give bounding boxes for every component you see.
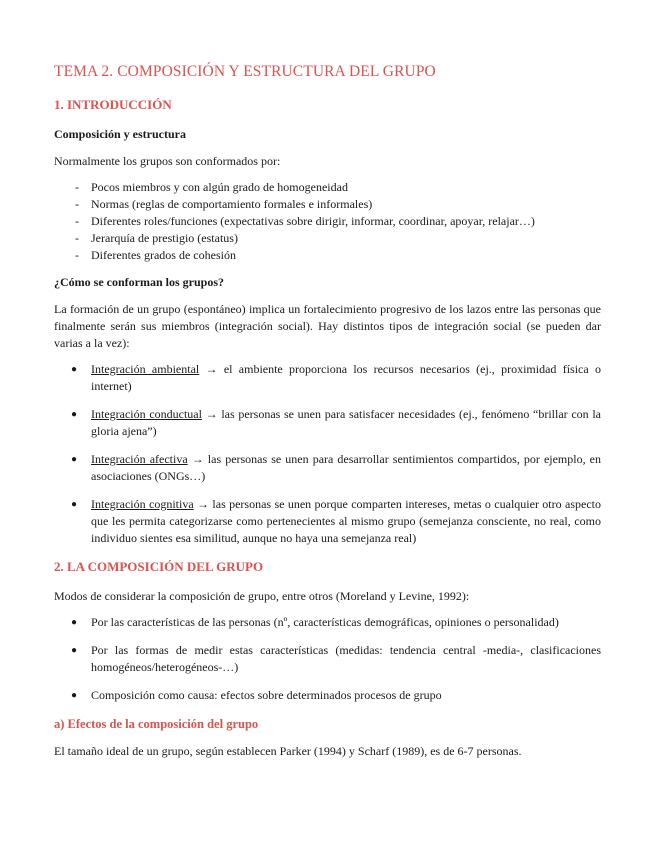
modes-paragraph: Modos de considerar la composición de grupo, entre otros (Moreland y Levine, 1992): <box>54 589 470 603</box>
list-item: ● Integración cognitiva → las personas se unen porque comparten intereses, metas o cualquier otro aspecto que les permita categorizarse como pertenecientes al mismo grupo (semejanza consciente, no real, como individuo sientes esa similitud, aunque no haya una semejanza real) <box>71 497 601 545</box>
section-heading-introduccion: 1. INTRODUCCIÓN <box>54 97 172 112</box>
subheading-efectos: a) Efectos de la composición del grupo <box>54 717 259 731</box>
list-item: - Diferentes grados de cohesión <box>75 248 236 262</box>
subheading-composicion: Composición y estructura <box>54 127 186 141</box>
list-item: ● Por las formas de medir estas características (medidas: tendencia central -media-, clasificaciones homogéneos/heterogéneos-…) <box>71 643 601 674</box>
page-title: TEMA 2. COMPOSICIÓN Y ESTRUCTURA DEL GRUPO <box>54 63 436 80</box>
list-item: - Pocos miembros y con algún grado de homogeneidad <box>75 180 348 194</box>
section-heading-composicion: 2. LA COMPOSICIÓN DEL GRUPO <box>54 559 264 574</box>
list-item: ● Por las características de las personas (nº, características demográficas, opiniones o personalidad) <box>71 615 559 629</box>
question-heading: ¿Cómo se conforman los grupos? <box>54 275 224 289</box>
list-item: - Diferentes roles/funciones (expectativas sobre dirigir, informar, coordinar, apoyar, relajar…) <box>75 214 535 228</box>
list-item: - Normas (reglas de comportamiento formales e informales) <box>75 197 373 211</box>
modes-bullet-list <box>54 614 601 704</box>
list-item: - Jerarquía de prestigio (estatus) <box>75 231 238 245</box>
dash-list <box>54 179 601 264</box>
term-afectiva: Integración afectiva <box>91 452 188 466</box>
size-paragraph: El tamaño ideal de un grupo, según establecen Parker (1994) y Scharf (1989), es de 6-7 personas. <box>54 744 522 758</box>
term-cognitiva: Integración cognitiva <box>91 497 194 511</box>
document-page <box>54 62 601 769</box>
list-item: ● Integración afectiva → las personas se unen para desarrollar sentimientos compartidos, por ejemplo, en asociaciones (ONGs…) <box>71 452 601 483</box>
list-item: ● Integración ambiental → el ambiente proporciona los recursos necesarios (ej., proximidad física o internet) <box>71 362 601 393</box>
term-conductual: Integración conductual <box>91 407 202 421</box>
formation-paragraph: La formación de un grupo (espontáneo) implica un fortalecimiento progresivo de los lazos entre las personas que finalmente serán sus miembros (integración social). Hay distintos tipos de integración social (se pueden dar varias a la vez): <box>54 302 601 350</box>
intro-paragraph: Normalmente los grupos son conformados por: <box>54 154 281 168</box>
term-ambiental: Integración ambiental <box>91 362 200 376</box>
list-item: ● Integración conductual → las personas se unen para satisfacer necesidades (ej., fenómeno “brillar con la gloria ajena”) <box>71 407 601 438</box>
integration-bullet-list <box>54 361 601 547</box>
list-item: ● Composición como causa: efectos sobre determinados procesos de grupo <box>71 688 442 702</box>
